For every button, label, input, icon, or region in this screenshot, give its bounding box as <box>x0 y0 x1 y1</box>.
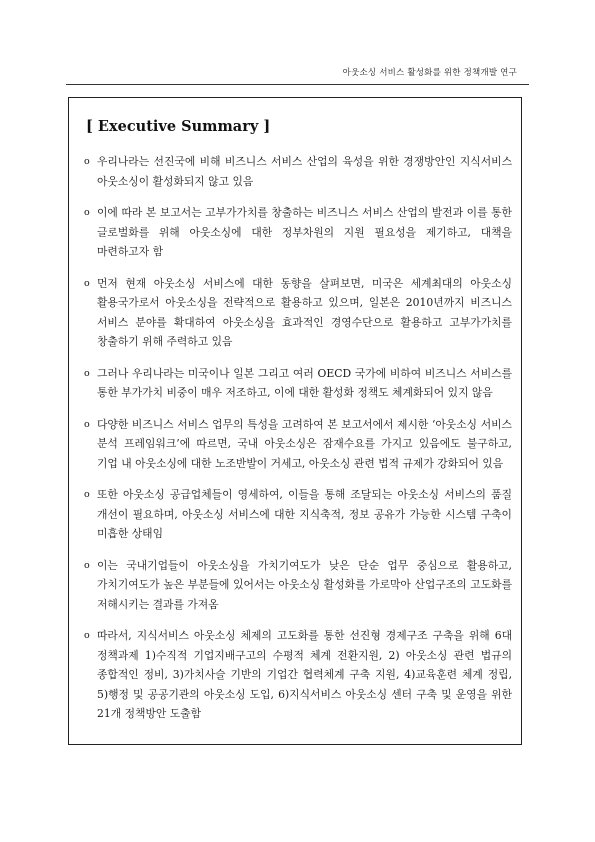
summary-bullet <box>84 364 512 403</box>
summary-bullet <box>84 274 512 352</box>
summary-bullet <box>84 203 512 262</box>
bullet-text: 또한 아웃소싱 공급업체들이 영세하여, 이들을 통해 조달되는 아웃소싱 서비스의 품질 개선이 필요하며, 아웃소싱 서비스에 대한 지식축적, 정보 공유가 가능한 시스템 구축이 미흡한 상태임 <box>97 488 512 540</box>
bullet-text: 이에 따라 본 보고서는 고부가가치를 창출하는 비즈니스 서비스 산업의 발전과 이를 통한 글로벌화를 위해 아웃소싱에 대한 정부차원의 지원 필요성을 제기하고, 대책을 마련하고자 함 <box>97 206 512 258</box>
bullet-text: 따라서, 지식서비스 아웃소싱 체제의 고도화를 통한 선진형 경제구조 구축을 위해 6대 정책과제 1)수직적 기업지배구고의 수평적 체계 전환지원, 2) 아웃소싱 관련 법규의 종합적인 정비, 3)가치사슬 기반의 기업간 협력체계 구축 지원, 4)교육훈련 체계 정립, 5)행정 및 공공기관의 아웃소싱 도입, 6)지식서비스 아웃소싱 센터 구축 및 운영을 위한 21개 정책방안 도출함 <box>97 629 512 720</box>
bullet-marker: o <box>84 277 90 289</box>
executive-summary-title: [ Executive Summary ] <box>86 118 271 135</box>
header-rule <box>66 84 529 85</box>
bullet-text: 우리나라는 선진국에 비해 비즈니스 서비스 산업의 육성을 위한 경쟁방안인 지식서비스 아웃소싱이 활성화되지 않고 있음 <box>97 155 512 188</box>
bullet-marker: o <box>84 156 90 167</box>
bullet-marker: o <box>84 367 90 379</box>
summary-bullet-list <box>84 152 512 736</box>
bullet-marker: o <box>84 207 90 218</box>
summary-bullet <box>84 415 512 474</box>
bullet-marker: o <box>84 489 90 500</box>
bullet-marker: o <box>84 418 90 430</box>
bullet-marker: o <box>84 630 90 641</box>
bullet-text: 먼저 현재 아웃소싱 서비스에 대한 동향을 살펴보면, 미국은 세계최대의 아웃소싱 활용국가로서 아웃소싱을 전략적으로 활용하고 있으며, 일본은 2010년까지 비즈니스 서비스 분야를 확대하여 아웃소싱을 효과적인 경영수단으로 활용하고 고부가가치를 창출하기 위해 주력하고 있음 <box>97 276 512 348</box>
bullet-marker: o <box>84 559 90 571</box>
bullet-text: 다양한 비즈니스 서비스 업무의 특성을 고려하여 본 보고서에서 제시한 ‘아웃소싱 서비스 분석 프레임워크’에 따르면, 국내 아웃소싱은 잠재수요를 가지고 있음에도 불구하고, 기업 내 아웃소싱에 대한 노조반발이 거세고, 아웃소싱 관련 법적 규제가 강화되어 있음 <box>97 417 512 470</box>
bullet-text: 이는 국내기업들이 아웃소싱을 가치기여도가 낮은 단순 업무 중심으로 활용하고, 가치기여도가 높은 부분들에 있어서는 아웃소싱 활성화를 가로막아 산업구조의 고도화를 저해시키는 결과를 가져옴 <box>97 558 512 611</box>
summary-bullet <box>84 556 512 615</box>
bullet-text: 그러나 우리나라는 미국이나 일본 그리고 여러 OECD 국가에 비하여 비즈니스 서비스를 통한 부가가치 비중이 매우 저조하고, 이에 대한 활성화 정책도 체계화되어 있지 않음 <box>97 366 512 399</box>
summary-bullet <box>84 626 512 724</box>
summary-bullet <box>84 485 512 544</box>
running-header: 아웃소싱 서비스 활성화를 위한 정책개발 연구 <box>342 68 517 78</box>
summary-bullet <box>84 152 512 191</box>
